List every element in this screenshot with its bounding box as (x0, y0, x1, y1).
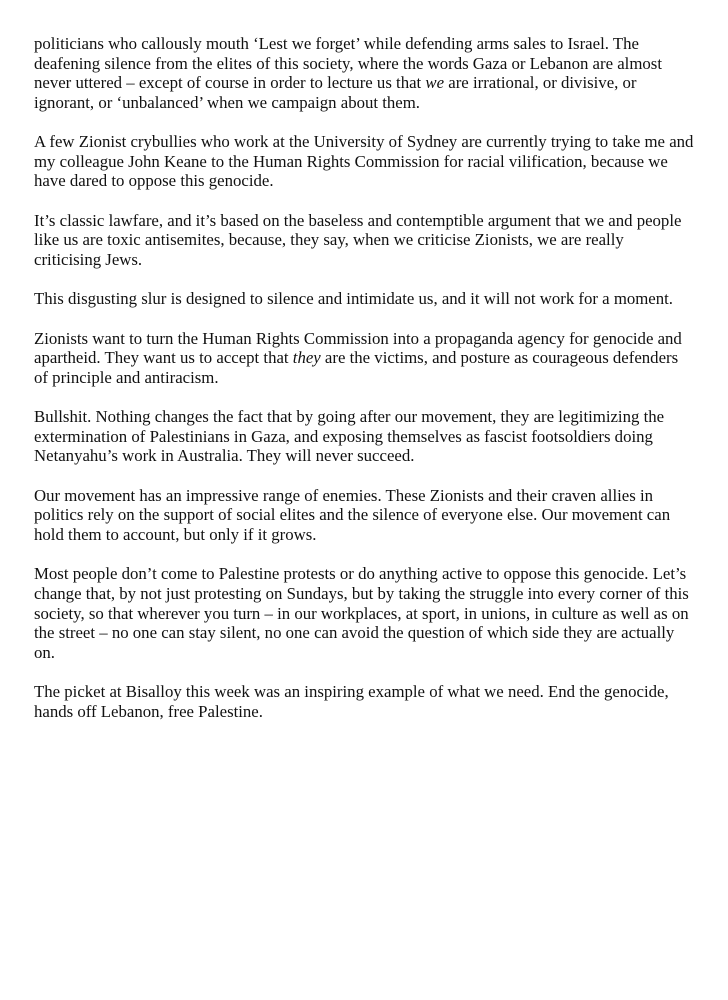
text-run: Our movement has an impressive range of enemies. These Zionists and their craven allies in politics rely on the support of social elites and the silence of everyone else. Our movement can hold them to account, but only if it grows. (34, 485, 671, 545)
paragraph-5 (34, 329, 694, 388)
text-run: Bullshit. Nothing changes the fact that by going after our movement, they are legitimizing the extermination of Palestinians in Gaza, and exposing themselves as fascist footsoldiers doing Netanyahu’s work in Australia. They will never succeed. (34, 407, 665, 466)
text-run: are the victims, and posture as courageous defenders of principle and antiracism. (34, 348, 679, 387)
text-run: The picket at Bisalloy this week was an inspiring example of what we need. End the genocide, hands off Lebanon, free Palestine. (34, 682, 669, 721)
emphasis-we: we (425, 73, 445, 93)
paragraph-3 (34, 211, 694, 270)
emphasis-they: they (292, 348, 321, 368)
paragraph-6 (34, 407, 694, 466)
text-run: Zionists want to turn the Human Rights Commission into a propaganda agency for genocide and apartheid. They want us to accept that (34, 328, 682, 368)
text-run: A few Zionist crybullies who work at the University of Sydney are currently trying to take me and my colleague John Keane to the Human Rights Commission for racial vilification, because we have dared to oppose this genocide. (34, 132, 694, 191)
text-run: are irrational, or divisive, or ignorant, or ‘unbalanced’ when we campaign about them. (34, 73, 637, 112)
text-run: This disgusting slur is designed to silence and intimidate us, and it will not work for a moment. (34, 289, 674, 309)
paragraph-8 (34, 564, 694, 662)
paragraph-9 (34, 682, 694, 721)
paragraph-7 (34, 486, 694, 545)
document-body (34, 34, 694, 741)
paragraph-2 (34, 132, 694, 191)
text-run: Most people don’t come to Palestine protests or do anything active to oppose this genocide. Let’s change that, by not just protesting on Sundays, but by taking the struggle into every corner of this society, so that wherever you turn – in our workplaces, at sport, in unions, in culture as well as on the street – no one can stay silent, no one can avoid the question of which side they are actually on. (34, 564, 689, 662)
paragraph-4 (34, 289, 694, 309)
text-run: politicians who callously mouth ‘Lest we forget’ while defending arms sales to Israel. The deafening silence from the elites of this society, where the words Gaza or Lebanon are almost never uttered – except of course in order to lecture us that (34, 34, 662, 93)
text-run: It’s classic lawfare, and it’s based on the baseless and contemptible argument that we and people like us are toxic antisemites, because, they say, when we criticise Zionists, we are really criticising Jews. (34, 210, 682, 269)
paragraph-1 (34, 34, 694, 112)
